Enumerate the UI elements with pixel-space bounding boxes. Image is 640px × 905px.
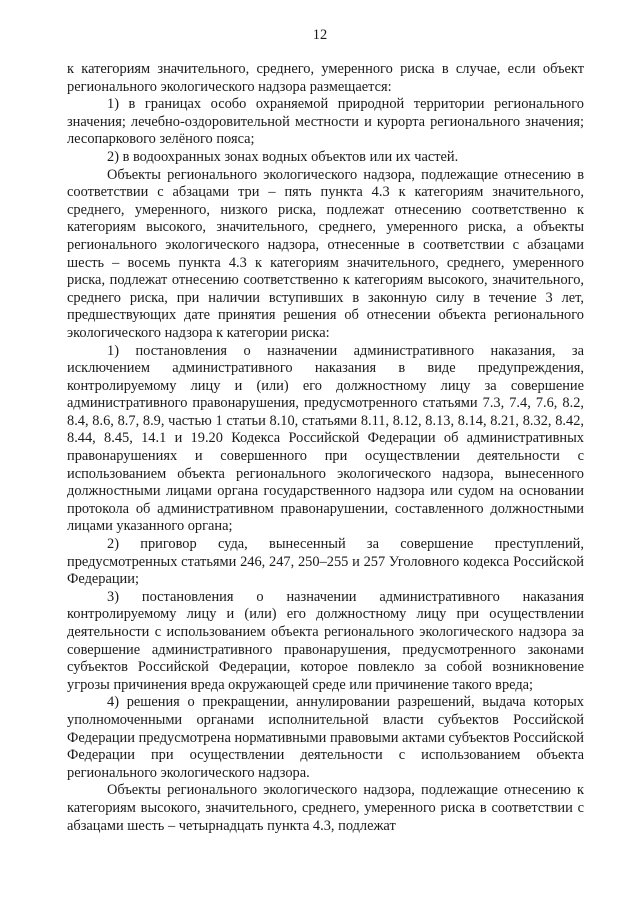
paragraph-item-1-protected-territory: 1) в границах особо охраняемой природной территории регионального значения; лечебно-оздоровительной местности и курорта регионального значения; лесопаркового зелёного пояса; [67,96,584,148]
page-number: 12 [312,27,328,43]
paragraph-item-3-regional-penalty: 3) постановления о назначении административного наказания контролируемому лицу и (или) его должностному лицу при осуществлении деятельности с использованием объекта регионального экологического надзора за совершение административного правонарушения, предусмотренного законами субъектов Российской Федерации, которое повлекло за собой возникновение угрозы причинения вреда окружающей среде или причинение такого вреда; [67,588,584,693]
document-body [67,61,584,835]
paragraph-risk-categories: Объекты регионального экологического надзора, подлежащие отнесению в соответствии с абзацами три – пять пункта 4.3 к категориям значительного, среднего, умеренного, низкого риска, подлежат отнесению соответственно к категориям высокого, значительного, среднего, умеренного риска, а объекты регионального экологического надзора, отнесенные в соответствии с абзацами шесть – восемь пункта 4.3 к категориям значительного, среднего, умеренного риска, подлежат отнесению соответственно к категориям высокого, значительного, среднего риска, при наличии вступивших в законную силу в течение 3 лет, предшествующих дате принятия решения об отнесении объекта регионального экологического надзора к категории риска: [67,166,584,341]
paragraph-continuation: к категориям значительного, среднего, умеренного риска в случае, если объект регионального экологического надзора размещается: [67,61,584,95]
paragraph-item-2-court-verdict: 2) приговор суда, вынесенный за совершение преступлений, предусмотренных статьями 246, 247, 250–255 и 257 Уголовного кодекса Российской Федерации; [67,536,584,588]
paragraph-item-1-administrative-penalty: 1) постановления о назначении административного наказания, за исключением административного наказания в виде предупреждения, контролируемому лицу и (или) его должностному лицу за совершение административного правонарушения, предусмотренного статьями 7.3, 7.4, 7.6, 8.2, 8.4, 8.6, 8.7, 8.9, частью 1 статьи 8.10, статьями 8.11, 8.12, 8.13, 8.14, 8.21, 8.32, 8.42, 8.44, 8.45, 14.1 и 19.20 Кодекса Российской Федерации об административных правонарушениях и совершенного при осуществлении деятельности с использованием объекта регионального экологического надзора, вынесенного должностными лицами органа государственного надзора или судом на основании протокола об административном правонарушении, составленного должностными лицами указанного органа; [67,342,584,535]
paragraph-final: Объекты регионального экологического надзора, подлежащие отнесению к категориям высокого, значительного, среднего, умеренного риска в соответствии с абзацами шесть – четырнадцать пункта 4.3, подлежат [67,782,584,834]
paragraph-item-2-water-protection: 2) в водоохранных зонах водных объектов или их частей. [107,148,459,165]
paragraph-item-4-permit-revocation: 4) решения о прекращении, аннулировании разрешений, выдача которых уполномоченными органами исполнительной власти субъектов Российской Федерации предусмотрена нормативными правовыми актами субъектов Российской Федерации при осуществлении деятельности с использованием объекта регионального экологического надзора. [67,694,584,781]
